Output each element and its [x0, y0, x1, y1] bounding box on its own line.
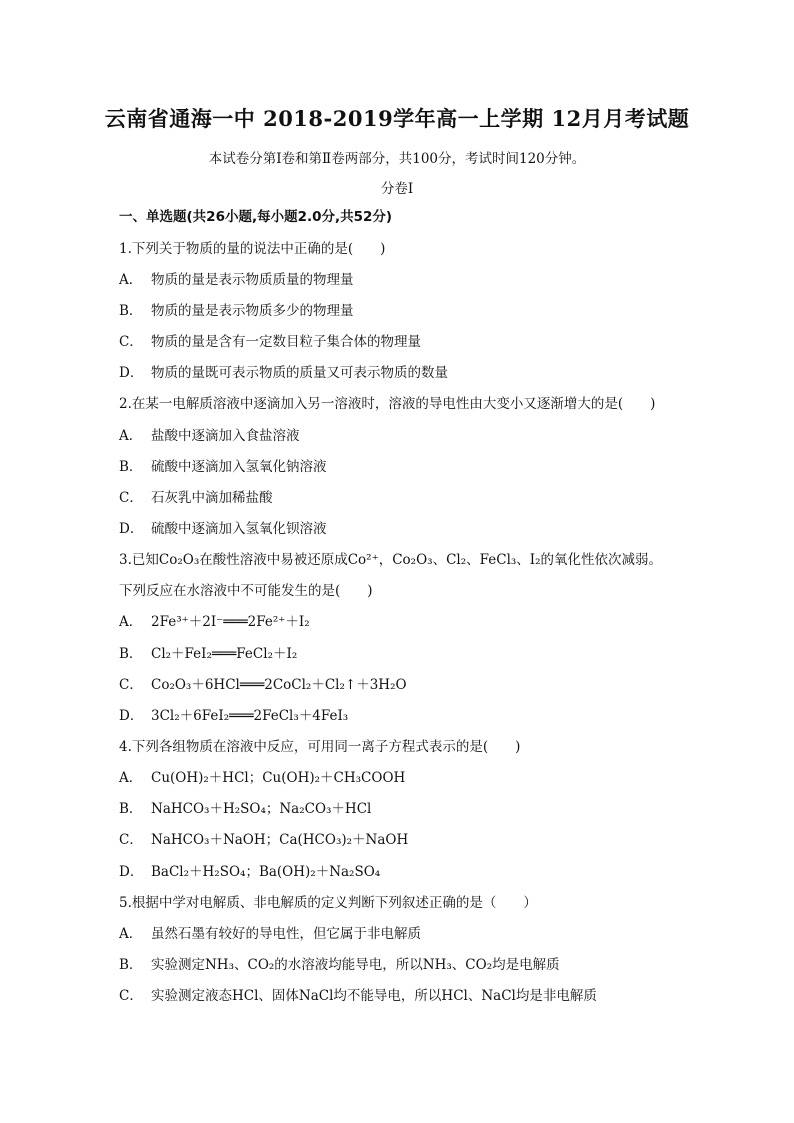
question-4-option-a [119, 769, 405, 787]
option-letter: B． [119, 303, 143, 319]
question-2-option-a [119, 427, 300, 445]
question-2-option-b [119, 458, 327, 476]
question-2-option-c [119, 489, 273, 507]
exam-intro: 本试卷分第Ⅰ卷和第Ⅱ卷两部分，共100分，考试时间120分钟。 [208, 151, 586, 167]
option-letter: D． [119, 708, 144, 724]
option-text: 石灰乳中滴加稀盐酸 [151, 490, 273, 506]
option-text: Cl₂＋FeI₂═══FeCl₂＋I₂ [151, 646, 298, 662]
question-1-stem: 1.下列关于物质的量的说法中正确的是( ) [119, 241, 386, 257]
option-letter: C． [119, 677, 143, 693]
option-letter: A． [119, 926, 143, 942]
option-letter: C． [119, 490, 143, 506]
option-letter: C． [119, 832, 143, 848]
option-text: 实验测定NH₃、CO₂的水溶液均能导电，所以NH₃、CO₂均是电解质 [151, 957, 560, 973]
option-letter: C． [119, 334, 143, 350]
option-text: NaHCO₃＋H₂SO₄；Na₂CO₃＋HCl [151, 801, 372, 817]
option-letter: D． [119, 521, 144, 537]
option-letter: B． [119, 459, 143, 475]
option-text: 硫酸中逐滴加入氢氧化钠溶液 [151, 459, 327, 475]
question-3-stem-line-1: 3.已知Co₂O₃在酸性溶液中易被还原成Co²⁺，Co₂O₃、Cl₂、FeCl₃、I₂的氧化性依次减弱。 [119, 552, 663, 568]
option-letter: B． [119, 957, 143, 973]
option-letter: B． [119, 646, 143, 662]
option-letter: D． [119, 864, 144, 880]
question-2-stem: 2.在某一电解质溶液中逐滴加入另一溶液时，溶液的导电性由大变小又逐渐增大的是( ) [119, 396, 656, 412]
option-text: 2Fe³⁺＋2I⁻═══2Fe²⁺＋I₂ [151, 614, 310, 630]
option-text: 虽然石墨有较好的导电性，但它属于非电解质 [151, 926, 421, 942]
option-text: NaHCO₃＋NaOH；Ca(HCO₃)₂＋NaOH [151, 832, 409, 848]
question-2-option-d [119, 520, 327, 538]
option-text: 物质的量是表示物质多少的物理量 [151, 303, 354, 319]
question-3-option-b [119, 645, 297, 663]
option-letter: A． [119, 272, 143, 288]
question-3-stem-line-2: 下列反应在水溶液中不可能发生的是( ) [119, 583, 373, 599]
question-4-option-b [119, 800, 371, 818]
option-letter: B． [119, 801, 143, 817]
option-text: 物质的量既可表示物质的质量又可表示物质的数量 [151, 365, 448, 381]
question-5-stem: 5.根据中学对电解质、非电解质的定义判断下列叙述正确的是（ ） [119, 895, 537, 911]
question-4-stem: 4.下列各组物质在溶液中反应，可用同一离子方程式表示的是( ) [119, 739, 521, 755]
question-1-option-b [119, 302, 354, 320]
option-text: 物质的量是表示物质质量的物理量 [151, 272, 354, 288]
question-3-option-d [119, 707, 348, 725]
option-text: 实验测定液态HCl、固体NaCl均不能导电，所以HCl、NaCl均是非电解质 [151, 988, 597, 1004]
option-letter: A． [119, 614, 143, 630]
option-text: 盐酸中逐滴加入食盐溶液 [151, 428, 300, 444]
option-text: BaCl₂＋H₂SO₄；Ba(OH)₂＋Na₂SO₄ [151, 864, 381, 880]
question-5-option-c [119, 987, 597, 1005]
exam-title: 云南省通海一中 2018-2019学年高一上学期 12月月考试题 [104, 106, 690, 131]
option-letter: C． [119, 988, 143, 1004]
option-text: 物质的量是含有一定数目粒子集合体的物理量 [151, 334, 421, 350]
question-5-option-b [119, 956, 560, 974]
part-label: 分卷I [380, 181, 414, 197]
option-text: 硫酸中逐滴加入氢氧化钡溶液 [151, 521, 327, 537]
option-text: Co₂O₃＋6HCl═══2CoCl₂＋Cl₂↑＋3H₂O [151, 677, 407, 693]
question-3-option-c [119, 676, 407, 694]
question-1-option-c [119, 333, 421, 351]
question-4-option-c [119, 831, 408, 849]
question-3-option-a [119, 613, 310, 631]
option-text: Cu(OH)₂＋HCl；Cu(OH)₂＋CH₃COOH [151, 770, 406, 786]
section-heading: 一、单选题(共26小题,每小题2.0分,共52分) [119, 209, 393, 225]
question-1-option-a [119, 271, 354, 289]
option-text: 3Cl₂＋6FeI₂═══2FeCl₃＋4FeI₃ [151, 708, 349, 724]
question-5-option-a [119, 925, 421, 943]
option-letter: A． [119, 770, 143, 786]
option-letter: D． [119, 365, 144, 381]
question-4-option-d [119, 863, 380, 881]
option-letter: A． [119, 428, 143, 444]
question-1-option-d [119, 364, 448, 382]
